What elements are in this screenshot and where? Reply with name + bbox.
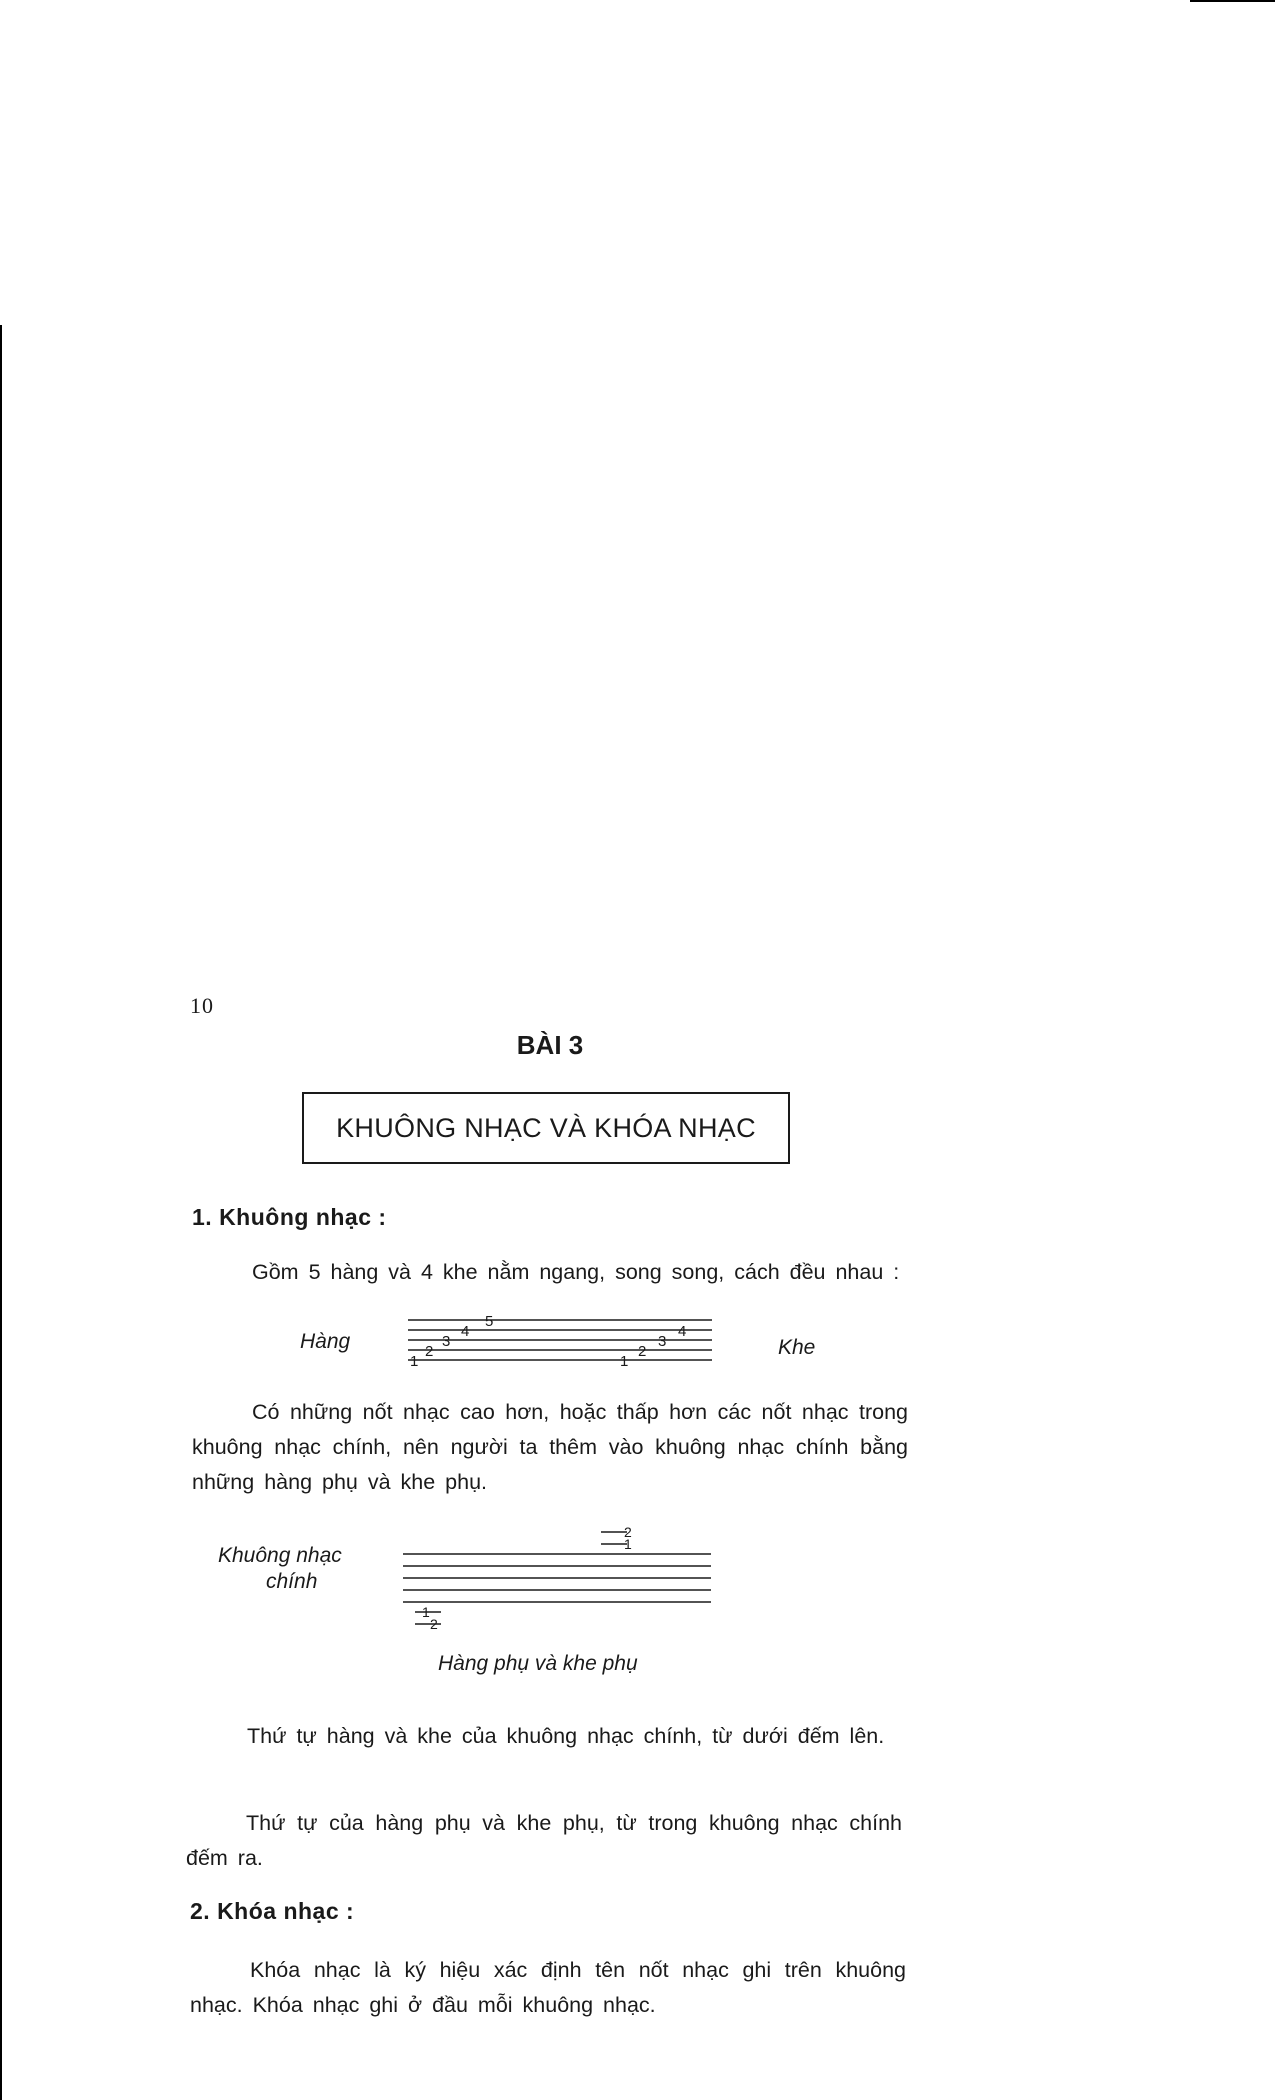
- lower-ledger-number-1: 1: [422, 1604, 430, 1620]
- page-number: 10: [190, 993, 214, 1018]
- section2-paragraph1: Khóa nhạc là ký hiệu xác định tên nốt nhạc ghi trên khuông nhạc. Khóa nhạc ghi ở đầu mỗi khuông nhạc.: [190, 1958, 906, 2017]
- figure2-caption: Hàng phụ và khe phụ: [438, 1652, 638, 1675]
- line-number-4: 4: [461, 1323, 470, 1340]
- figure1-left-label: Hàng: [300, 1330, 351, 1353]
- space-number-3: 3: [658, 1333, 667, 1350]
- space-number-1: 1: [620, 1353, 629, 1370]
- figure2-staff: [395, 1520, 715, 1635]
- figure2-label-line2: chính: [266, 1570, 318, 1593]
- chapter-title: KHUÔNG NHẠC VÀ KHÓA NHẠC: [336, 1112, 756, 1143]
- figure2-label-line1: Khuông nhạc: [218, 1544, 342, 1567]
- section2-heading: 2. Khóa nhạc :: [190, 1898, 355, 1924]
- scan-edge-top-right: [1190, 0, 1275, 2]
- figure1-staff: [400, 1300, 720, 1375]
- section1-paragraph2: Có những nốt nhạc cao hơn, hoặc thấp hơn các nốt nhạc trong khuông nhạc chính, nên người ta thêm vào khuông nhạc chính bằng những hàng phụ và khe phụ.: [192, 1400, 908, 1494]
- section1-paragraph3: Thứ tự hàng và khe của khuông nhạc chính, từ dưới đếm lên.: [247, 1724, 885, 1748]
- upper-ledger-number-1: 1: [624, 1536, 632, 1552]
- space-number-4: 4: [678, 1323, 687, 1340]
- lower-ledger-number-2: 2: [430, 1616, 438, 1632]
- line-number-5: 5: [485, 1313, 494, 1330]
- figure1-right-label: Khe: [778, 1336, 816, 1359]
- lesson-title: BÀI 3: [516, 1030, 584, 1060]
- space-number-2: 2: [638, 1343, 647, 1360]
- line-number-2: 2: [425, 1343, 434, 1360]
- main-staff-lines: [403, 1554, 711, 1602]
- section1-paragraph4: Thứ tự của hàng phụ và khe phụ, từ trong khuông nhạc chính đếm ra.: [186, 1811, 902, 1870]
- section1-heading: 1. Khuông nhạc :: [192, 1204, 387, 1230]
- scan-edge-left: [0, 325, 2, 2100]
- section1-intro: Gồm 5 hàng và 4 khe nằm ngang, song song, cách đều nhau :: [252, 1260, 900, 1284]
- line-number-1: 1: [410, 1353, 419, 1370]
- chapter-title-box: [302, 1092, 790, 1164]
- staff-lines: [408, 1320, 712, 1360]
- line-number-3: 3: [442, 1333, 451, 1350]
- upper-ledger-number-2: 2: [624, 1524, 632, 1540]
